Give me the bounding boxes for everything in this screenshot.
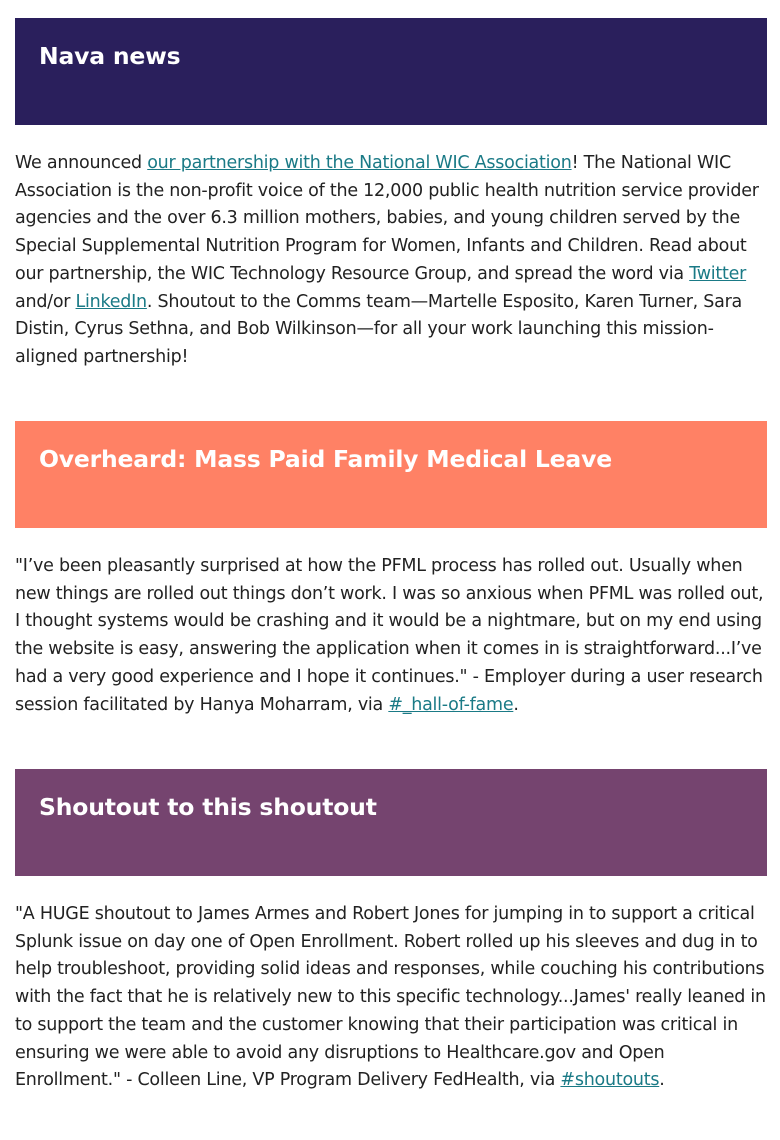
shoutout-text-1: "A HUGE shoutout to James Armes and Robert Jones for jumping in to support a critical Splunk issue on day one of Open Enrollment. Robert rolled up his sleeves and dug in to help troubleshoot, providing solid ideas and responses, while couching his contributions with the fact that he is relatively new to this specific technology...James' really leaned in to support the team and the customer knowing that their participation was critical in ensuring we were able to avoid any disruptions to Healthcare.gov and Open Enrollment." - Colleen Line, VP Program Delivery FedHealth, via	[15, 904, 766, 1091]
shoutout-body	[15, 901, 767, 1095]
nava-news-heading: Nava news	[39, 42, 181, 70]
shoutout-heading: Shoutout to this shoutout	[39, 793, 377, 821]
nava-news-paragraph	[15, 150, 767, 372]
linkedin-link[interactable]: LinkedIn	[75, 291, 147, 312]
nava-news-body	[15, 150, 767, 372]
shoutouts-channel-link[interactable]: #shoutouts	[560, 1070, 660, 1091]
nava-news-text-1: We announced	[15, 153, 148, 173]
shoutout-section	[15, 769, 767, 876]
nava-news-text-4: . Shoutout to the Comms team—Martelle Esposito, Karen Turner, Sara Distin, Cyrus Sethna, and Bob Wilkinson—for all your work launching this mission-aligned partnership!	[15, 291, 743, 367]
hall-of-fame-link[interactable]: #_hall-of-fame	[388, 694, 514, 715]
overheard-quote	[15, 553, 767, 719]
nava-news-text-3: and/or	[15, 291, 76, 312]
wic-partnership-link[interactable]: our partnership with the National WIC Association	[147, 153, 572, 173]
nava-news-section	[15, 18, 767, 125]
overheard-section	[15, 421, 767, 528]
overheard-banner	[15, 421, 767, 528]
overheard-body	[15, 553, 767, 719]
nava-news-text-2: ! The National WIC Association is the non-profit voice of the 12,000 public health nutrition service provider agencies and the over 6.3 million mothers, babies, and young children served by the Special Supplemental Nutrition Program for Women, Infants and Children. Read about our partnership, the WIC Technology Resource Group, and spread the word via	[15, 153, 759, 284]
overheard-heading: Overheard: Mass Paid Family Medical Leave	[39, 445, 612, 473]
shoutout-banner	[15, 769, 767, 876]
nava-news-banner	[15, 18, 767, 125]
overheard-text-2: .	[513, 694, 519, 715]
overheard-text-1: "I’ve been pleasantly surprised at how the PFML process has rolled out. Usually when new things are rolled out things don’t work. I was so anxious when PFML was rolled out, I thought systems would be crashing and it would be a nightmare, but on my end using the website is easy, answering the application when it comes in is straightforward...I’ve had a very good experience and I hope it continues." - Employer during a user research session facilitated by Hanya Moharram, via	[15, 556, 764, 715]
shoutout-quote	[15, 901, 767, 1095]
shoutout-text-2: .	[659, 1070, 665, 1091]
twitter-link[interactable]: Twitter	[689, 263, 747, 284]
